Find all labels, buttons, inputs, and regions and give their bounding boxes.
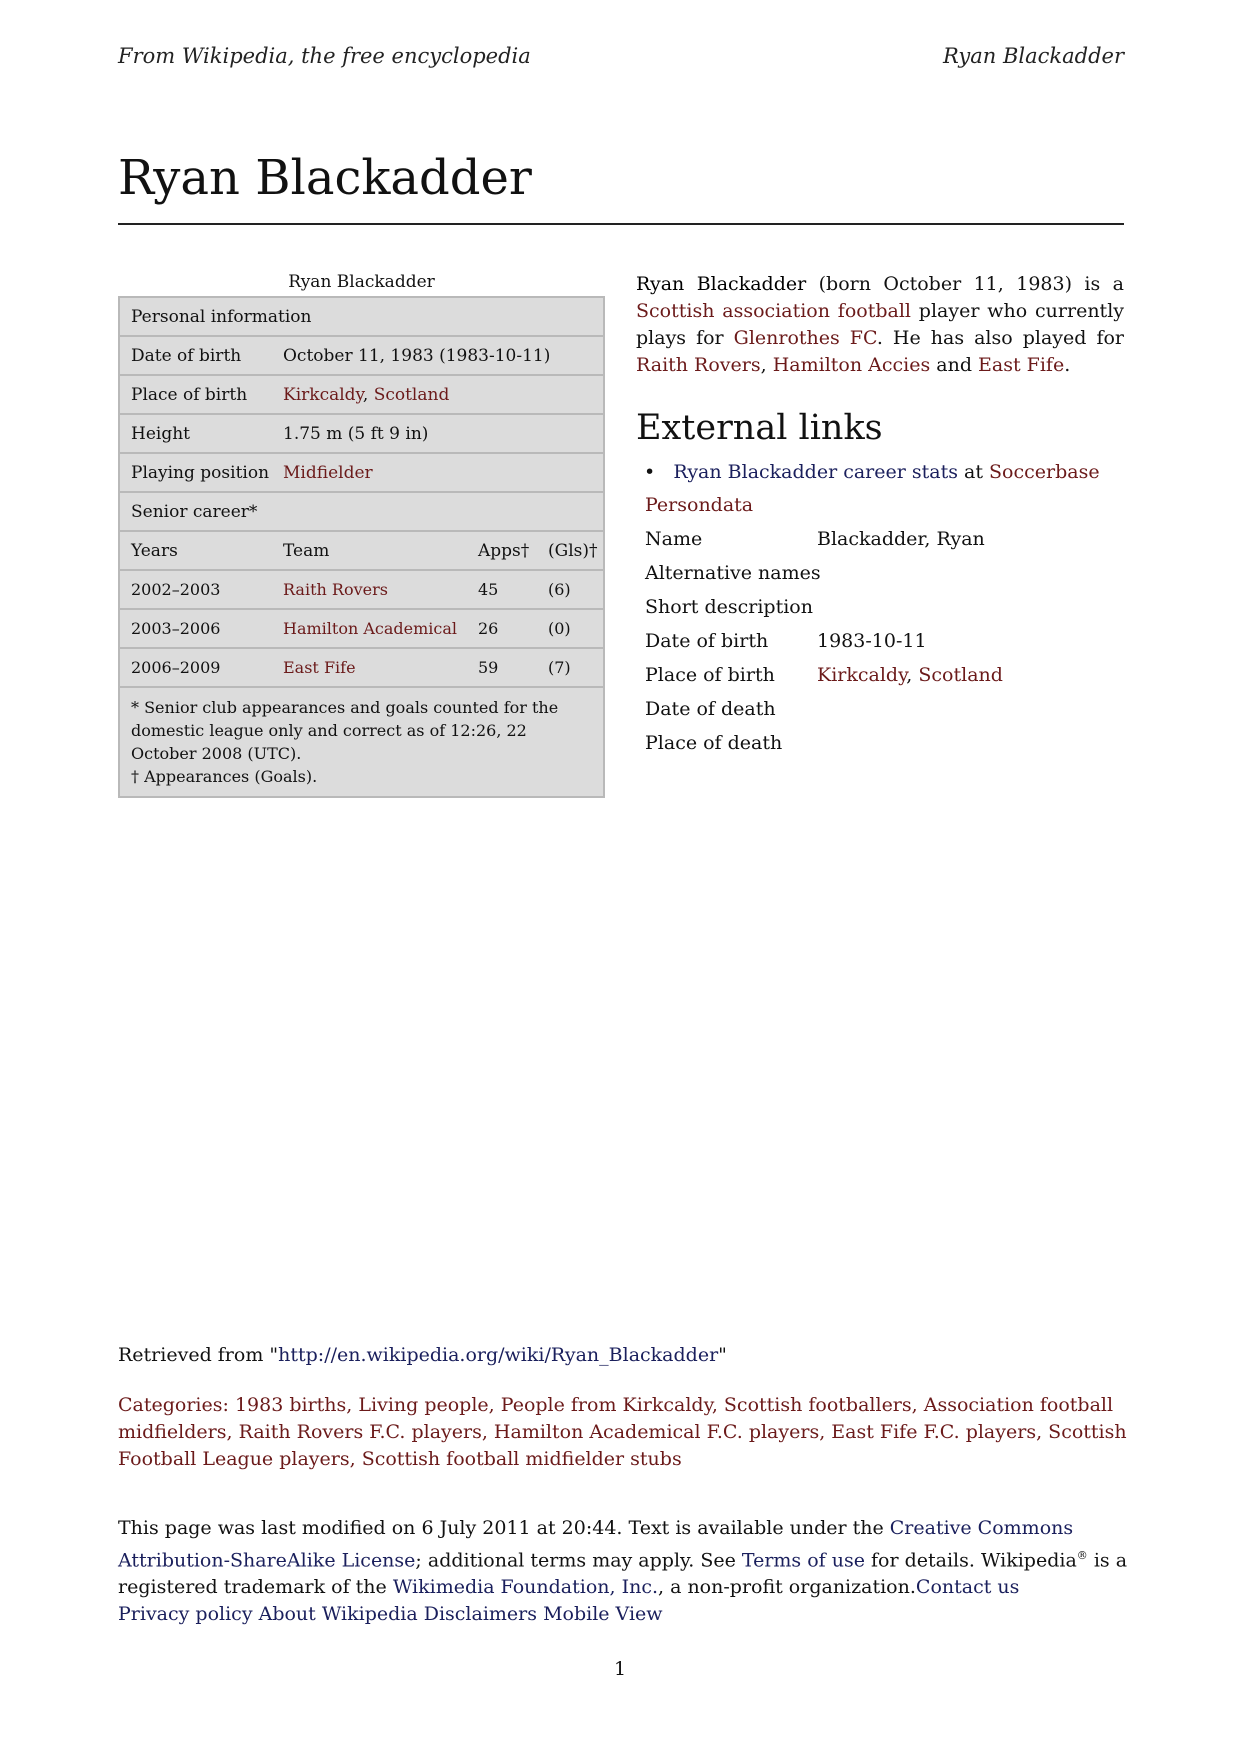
persondata-row: [645, 528, 985, 550]
persondata-key: Place of death: [645, 732, 783, 754]
career-gls: (0): [548, 619, 571, 638]
infobox-row-pob: [120, 376, 603, 415]
footer-text: , a non-profit organization.: [658, 1576, 916, 1599]
height-value: 1.75 m (5 ft 9 in): [283, 424, 429, 444]
persondata-key: Date of death: [645, 698, 776, 720]
link-raith-rovers[interactable]: Raith Rovers: [636, 354, 761, 376]
retrieved-suffix: ": [718, 1344, 727, 1366]
disclaimers-link[interactable]: Disclaimers: [423, 1603, 538, 1626]
infobox-caption: Ryan Blackadder: [288, 272, 435, 292]
category-sep: ,: [488, 1394, 501, 1416]
persondata-row: [645, 732, 817, 754]
terms-link[interactable]: Terms of use: [741, 1549, 865, 1572]
running-header-left: From Wikipedia, the free encyclopedia: [118, 44, 531, 68]
infobox-note-apps: † Appearances (Goals).: [131, 767, 318, 786]
page-footer: [118, 1515, 1128, 1628]
persondata-row: [645, 596, 817, 618]
retrieved-from: [118, 1344, 727, 1366]
footer-text: This page was last modified on 6 July 2011 at 20:44. Text is available under the: [118, 1517, 890, 1539]
persondata-row: [645, 630, 927, 652]
col-team: Team: [283, 541, 330, 561]
persondata-key: Name: [645, 528, 703, 550]
persondata-sep: ,: [906, 664, 919, 686]
category-sep: ,: [711, 1394, 724, 1416]
career-years: 2003–2006: [131, 619, 221, 638]
link-scottish-football[interactable]: Scottish association football: [636, 300, 911, 322]
pob-sep: ,: [362, 385, 374, 405]
infobox-row-position: [120, 454, 603, 493]
col-apps: Apps†: [478, 541, 530, 561]
career-apps: 45: [478, 580, 499, 599]
career-gls: (7): [548, 658, 571, 677]
title-rule: [118, 223, 1124, 225]
external-link-at: at: [957, 461, 990, 483]
retrieved-prefix: Retrieved from ": [118, 1344, 279, 1366]
infobox-note-senior: * Senior club appearances and goals counted for the domestic league only and correct as of 12:26, 22 October 2008 (UTC).: [131, 698, 559, 763]
infobox-note: [120, 688, 603, 796]
career-row: [120, 649, 603, 688]
career-team-link[interactable]: Raith Rovers: [283, 580, 388, 599]
career-gls: (6): [548, 580, 571, 599]
persondata-key: Alternative names: [645, 562, 821, 584]
external-links-heading: External links: [636, 408, 883, 448]
soccerbase-link[interactable]: Soccerbase: [989, 461, 1100, 483]
persondata-heading: Persondata: [645, 494, 754, 516]
categories: [118, 1392, 1128, 1473]
category-sep: ,: [349, 1448, 362, 1470]
category-link[interactable]: Scottish Football League players: [118, 1421, 1127, 1470]
category-link[interactable]: 1983 births: [234, 1394, 347, 1416]
persondata-row: [645, 698, 817, 720]
registered-mark: ®: [1076, 1549, 1088, 1562]
persondata-value: 1983-10-11: [817, 630, 927, 652]
category-sep: ,: [1036, 1421, 1049, 1443]
persondata-city-link[interactable]: Kirkcaldy: [817, 664, 907, 686]
persondata-row: [645, 562, 821, 584]
category-link[interactable]: People from Kirkcaldy: [500, 1394, 712, 1416]
career-years: 2006–2009: [131, 658, 221, 677]
category-link[interactable]: Scottish football midfielder stubs: [361, 1448, 682, 1470]
bullet: •: [644, 461, 656, 483]
pob-value: [283, 385, 449, 405]
running-header-right: Ryan Blackadder: [942, 44, 1124, 68]
category-link[interactable]: Raith Rovers F.C. players: [238, 1421, 482, 1443]
persondata-key: Date of birth: [645, 630, 769, 652]
col-gls: (Gls)†: [548, 541, 598, 561]
dob-label: Date of birth: [131, 346, 242, 366]
infobox-row-personal: [120, 298, 603, 337]
page-number: 1: [613, 1658, 627, 1680]
link-glenrothes[interactable]: Glenrothes FC: [733, 327, 877, 349]
height-label: Height: [131, 424, 190, 444]
intro-paragraph: [636, 271, 1124, 379]
category-link[interactable]: Association football midfielders: [118, 1394, 1114, 1443]
footer-text: for details. Wikipedia: [864, 1549, 1077, 1572]
infobox: [118, 296, 605, 798]
career-years: 2002–2003: [131, 580, 221, 599]
infobox-row-dob: [120, 337, 603, 376]
intro-text: .: [1064, 354, 1071, 376]
intro-text: and: [930, 354, 979, 376]
infobox-row-height: [120, 415, 603, 454]
category-link[interactable]: Scottish footballers: [723, 1394, 912, 1416]
category-link[interactable]: Hamilton Academical F.C. players: [493, 1421, 820, 1443]
persondata-row: [645, 664, 1003, 686]
pob-label: Place of birth: [131, 385, 248, 405]
dob-value: October 11, 1983 (1983-10-11): [283, 346, 551, 366]
infobox-section-personal: Personal information: [131, 307, 312, 327]
career-stats-link[interactable]: Ryan Blackadder career stats: [673, 461, 958, 483]
infobox-row-senior: [120, 493, 603, 532]
about-link[interactable]: About Wikipedia: [258, 1603, 418, 1626]
career-row: [120, 610, 603, 649]
category-link[interactable]: Living people: [358, 1394, 489, 1416]
category-sep: ,: [346, 1394, 359, 1416]
footer-text: is a registered trademark of the: [118, 1549, 1128, 1599]
intro-subject: Ryan Blackadder: [636, 273, 807, 295]
intro-text: ,: [760, 354, 773, 376]
wikimedia-link[interactable]: Wikimedia Foundation, Inc.: [392, 1576, 658, 1599]
page-title: Ryan Blackadder: [118, 150, 532, 206]
link-east-fife[interactable]: East Fife: [978, 354, 1065, 376]
pob-country-link[interactable]: Scotland: [373, 385, 450, 405]
career-apps: 59: [478, 658, 499, 677]
category-sep: ,: [226, 1421, 239, 1443]
external-link-item: [644, 461, 1100, 483]
mobile-view-link[interactable]: Mobile View: [543, 1603, 663, 1626]
category-sep: ,: [911, 1394, 924, 1416]
retrieved-url-link[interactable]: http://en.wikipedia.org/wiki/Ryan_Blackadder: [278, 1344, 719, 1366]
persondata-key: Place of birth: [645, 664, 775, 686]
contact-link[interactable]: Contact us: [915, 1576, 1020, 1599]
position-label: Playing position: [131, 463, 270, 483]
privacy-link[interactable]: Privacy policy: [118, 1603, 253, 1626]
category-link[interactable]: East Fife F.C. players: [831, 1421, 1037, 1443]
career-row: [120, 571, 603, 610]
infobox-section-senior: Senior career*: [131, 502, 258, 522]
col-years: Years: [131, 541, 178, 561]
intro-text: (born October 11, 1983) is a: [806, 273, 1124, 295]
career-team-link[interactable]: Hamilton Academical: [283, 619, 458, 638]
persondata-value: Blackadder, Ryan: [817, 528, 985, 550]
category-sep: ,: [819, 1421, 832, 1443]
pob-city-link[interactable]: Kirkcaldy: [283, 385, 363, 405]
career-team-link[interactable]: East Fife: [283, 658, 356, 677]
position-link[interactable]: Midfielder: [283, 463, 373, 483]
intro-text: player who currently plays for: [636, 300, 1125, 349]
license-link[interactable]: Creative Commons Attribution-ShareAlike License: [118, 1517, 1074, 1572]
career-apps: 26: [478, 619, 499, 638]
career-header-row: [120, 532, 603, 571]
footer-text: ; additional terms may apply. See: [415, 1549, 742, 1572]
link-hamilton[interactable]: Hamilton Accies: [772, 354, 931, 376]
intro-text: . He has also played for: [876, 327, 1124, 349]
category-sep: ,: [481, 1421, 494, 1443]
persondata-country-link[interactable]: Scotland: [918, 664, 1003, 686]
categories-label-link[interactable]: Categories:: [118, 1394, 235, 1416]
persondata-key: Short description: [645, 596, 813, 618]
